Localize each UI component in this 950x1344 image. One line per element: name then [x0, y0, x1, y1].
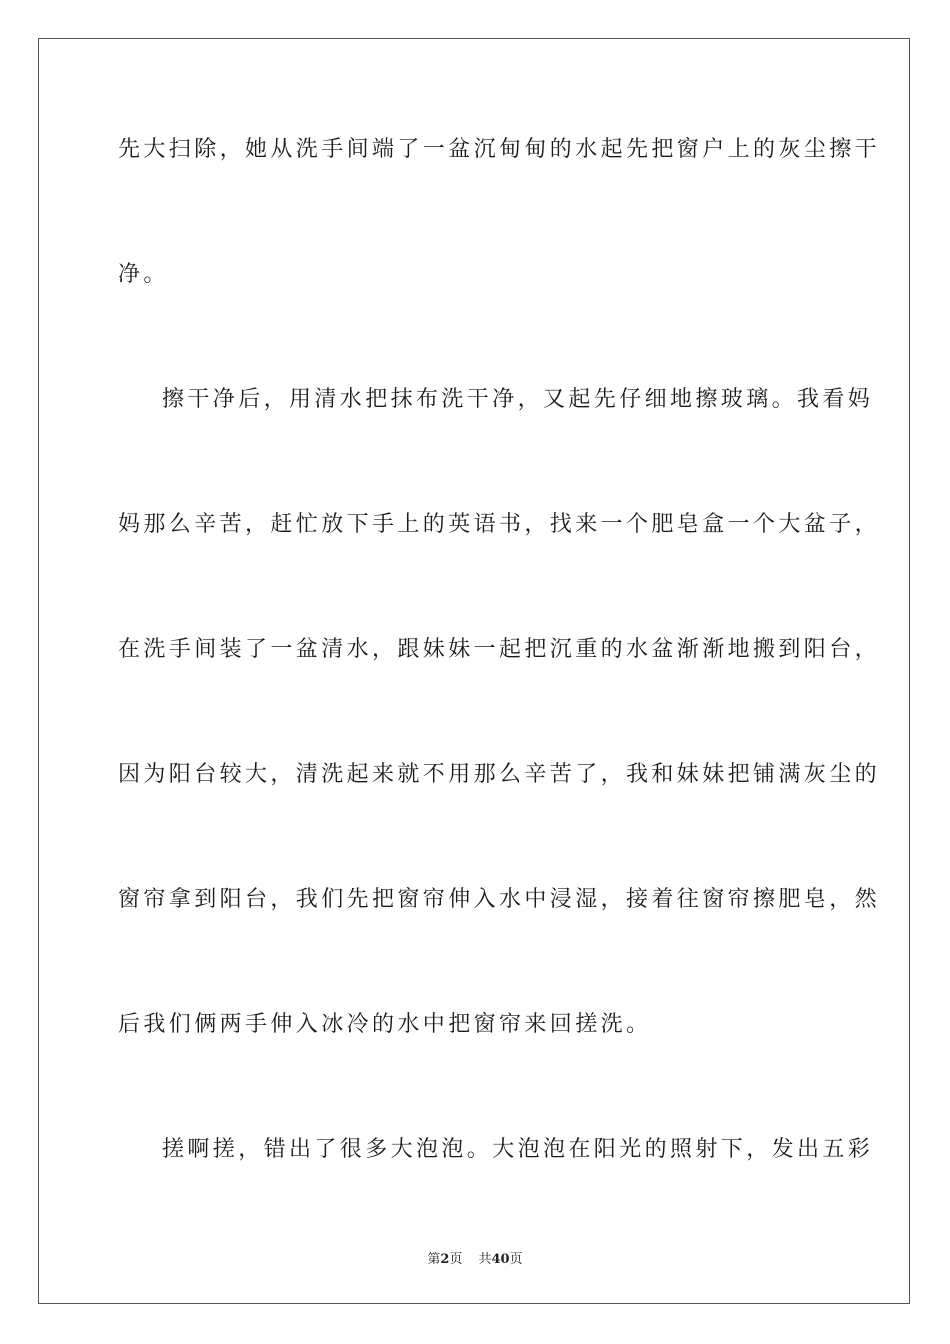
text-line-4: 妈那么辛苦，赶忙放下手上的英语书，找来一个肥皂盒一个大盆子，: [118, 512, 881, 537]
total-pages: 40: [491, 1252, 510, 1267]
page-prefix: 第: [427, 1252, 441, 1267]
text-line-5: 在洗手间装了一盆清水，跟妹妹一起把沉重的水盆渐渐地搬到阳台，: [118, 637, 881, 662]
total-suffix: 页: [509, 1252, 523, 1267]
text-line-9: 搓啊搓，错出了很多大泡泡。大泡泡在阳光的照射下，发出五彩: [162, 1137, 874, 1162]
page-footer: [0, 1248, 950, 1267]
page-suffix: 页: [449, 1252, 463, 1267]
total-prefix: 共: [478, 1252, 492, 1267]
text-line-7: 窗帘拿到阳台，我们先把窗帘伸入水中浸湿，接着往窗帘擦肥皂，然: [118, 887, 881, 912]
text-line-6: 因为阳台较大，清洗起来就不用那么辛苦了，我和妹妹把铺满灰尘的: [118, 762, 881, 787]
text-line-3: 擦干净后，用清水把抹布洗干净，又起先仔细地擦玻璃。我看妈: [162, 387, 874, 412]
page-number: 2: [440, 1252, 450, 1267]
text-line-8: 后我们俩两手伸入冰冷的水中把窗帘来回搓洗。: [118, 1012, 652, 1037]
page-border: [38, 38, 910, 1304]
text-line-2: 净。: [118, 262, 169, 287]
text-line-1: 先大扫除，她从洗手间端了一盆沉甸甸的水起先把窗户上的灰尘擦干: [118, 137, 881, 162]
